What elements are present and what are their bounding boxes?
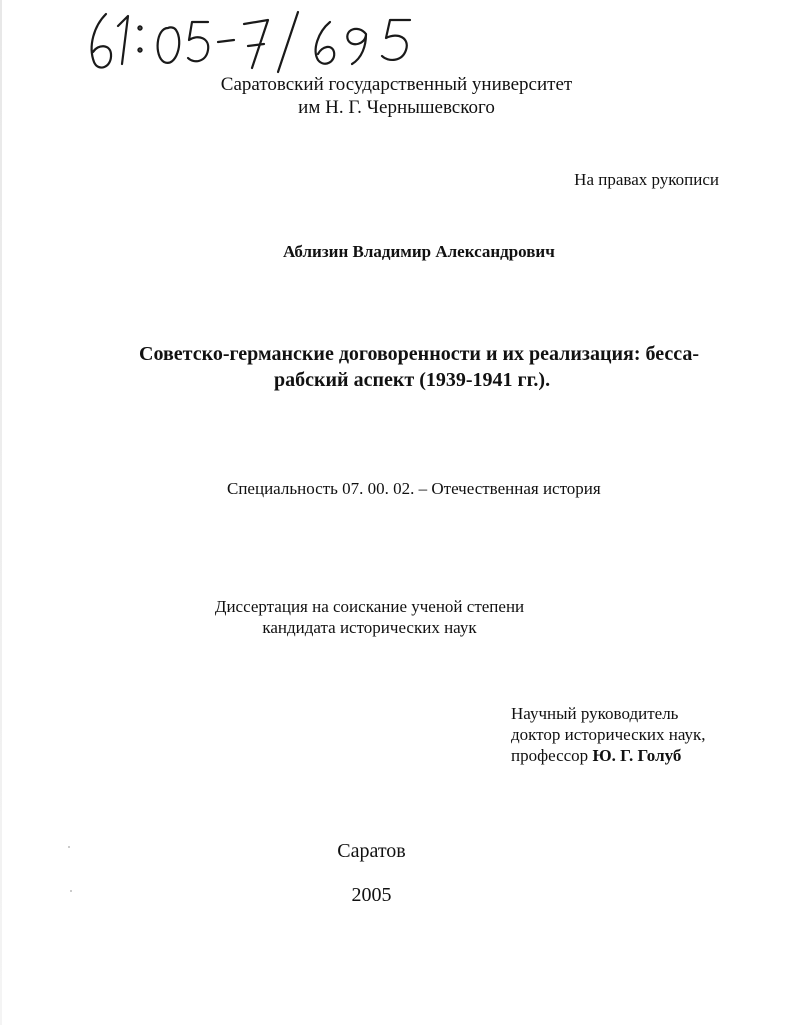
year-text: 2005 xyxy=(351,884,392,906)
degree-line-1: Диссертация на соискание ученой степени xyxy=(214,597,525,616)
title-line-1: Советско-германские договоренности и их реализация: бесса- xyxy=(139,343,699,365)
supervisor-title-line xyxy=(511,745,706,766)
year xyxy=(0,884,793,907)
supervisor-role: Научный руководитель xyxy=(511,704,679,723)
degree-line-2: кандидата исторических наук xyxy=(262,618,477,637)
university-named-after: им Н. Г. Чернышевского xyxy=(298,97,495,118)
supervisor-degree: доктор исторических наук, xyxy=(511,725,706,744)
city-text: Саратов xyxy=(337,840,406,862)
university-block xyxy=(0,73,793,119)
supervisor-block xyxy=(511,703,706,766)
supervisor-title: профессор xyxy=(511,746,589,765)
dissertation-degree xyxy=(0,596,793,638)
scan-speck xyxy=(70,890,72,892)
scan-edge xyxy=(0,0,2,1025)
scan-speck xyxy=(68,846,70,848)
manuscript-rights: На правах рукописи xyxy=(574,170,719,189)
university-name: Саратовский государственный университет xyxy=(220,74,573,95)
handwritten-archive-mark xyxy=(84,6,424,74)
title-line-2: рабский аспект (1939-1941 гг.). xyxy=(274,369,551,391)
author-name: Аблизин Владимир Александрович xyxy=(283,242,555,261)
supervisor-name: Ю. Г. Голуб xyxy=(592,746,682,765)
specialty: Специальность 07. 00. 02. – Отечественная история xyxy=(227,479,601,498)
city xyxy=(0,840,793,863)
dissertation-title xyxy=(139,341,699,393)
